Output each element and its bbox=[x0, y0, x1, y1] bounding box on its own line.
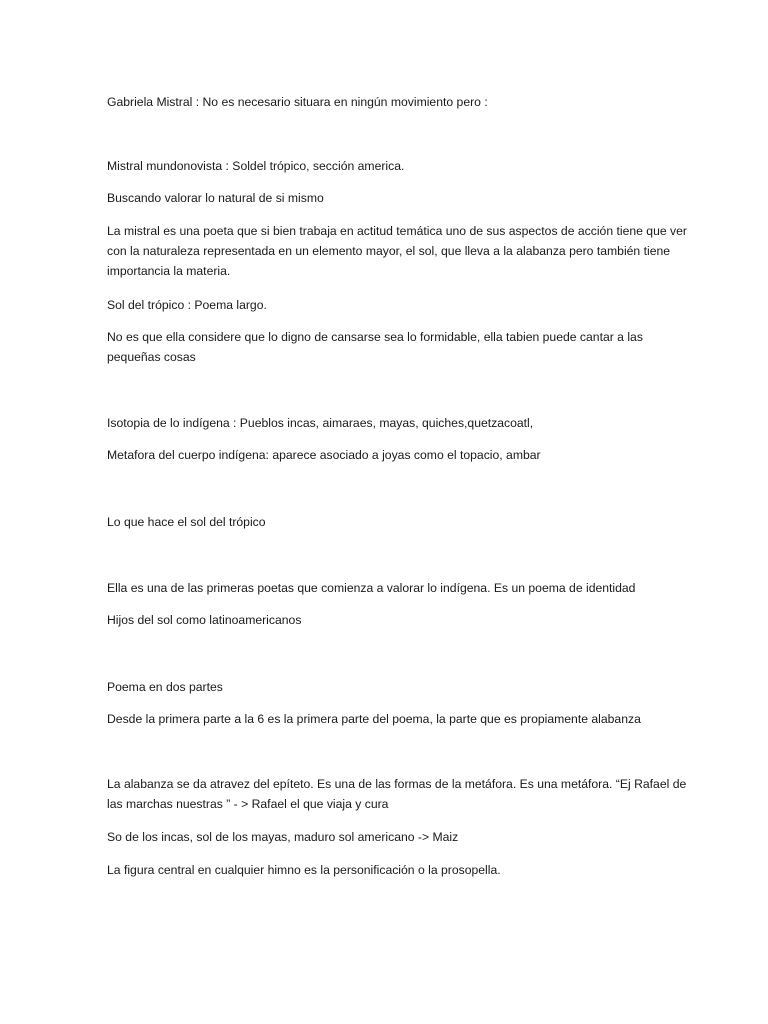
paragraph-5: Sol del trópico : Poema largo. bbox=[107, 298, 267, 312]
paragraph-8: Metafora del cuerpo indígena: aparece asociado a joyas como el topacio, ambar bbox=[107, 448, 541, 462]
paragraph-11: Hijos del sol como latinoamericanos bbox=[107, 613, 302, 627]
paragraph-7: Isotopia de lo indígena : Pueblos incas, aimaraes, mayas, quiches,quetzacoatl, bbox=[107, 416, 534, 430]
paragraph-2: Mistral mundonovista : Soldel trópico, sección america. bbox=[107, 159, 405, 173]
paragraph-1: Gabriela Mistral : No es necesario situara en ningún movimiento pero : bbox=[107, 95, 488, 109]
paragraph-13: Desde la primera parte a la 6 es la primera parte del poema, la parte que es propiamente alabanza bbox=[107, 712, 641, 726]
paragraph-4: La mistral es una poeta que si bien trabaja en actitud temática uno de sus aspectos de acción tiene que ver con la naturaleza representada en un elemento mayor, el sol, que lleva a la alabanza pero también tiene importancia la materia. bbox=[107, 224, 687, 278]
paragraph-3: Buscando valorar lo natural de si mismo bbox=[107, 191, 324, 205]
paragraph-6: No es que ella considere que lo digno de cansarse sea lo formidable, ella tabien puede cantar a las pequeñas cosas bbox=[107, 330, 643, 364]
paragraph-15: So de los incas, sol de los mayas, maduro sol americano -> Maiz bbox=[107, 830, 459, 844]
paragraph-16: La figura central en cualquier himno es la personificación o la prosopella. bbox=[107, 863, 501, 877]
paragraph-14: La alabanza se da atravez del epíteto. Es una de las formas de la metáfora. Es una metáfora. “Ej Rafael de las marchas nuestras ” - > Rafael el que viaja y cura bbox=[107, 777, 687, 811]
paragraph-10: Ella es una de las primeras poetas que comienza a valorar lo indígena. Es un poema de identidad bbox=[107, 581, 636, 595]
paragraph-9: Lo que hace el sol del trópico bbox=[107, 515, 266, 529]
paragraph-12: Poema en dos partes bbox=[107, 680, 223, 694]
